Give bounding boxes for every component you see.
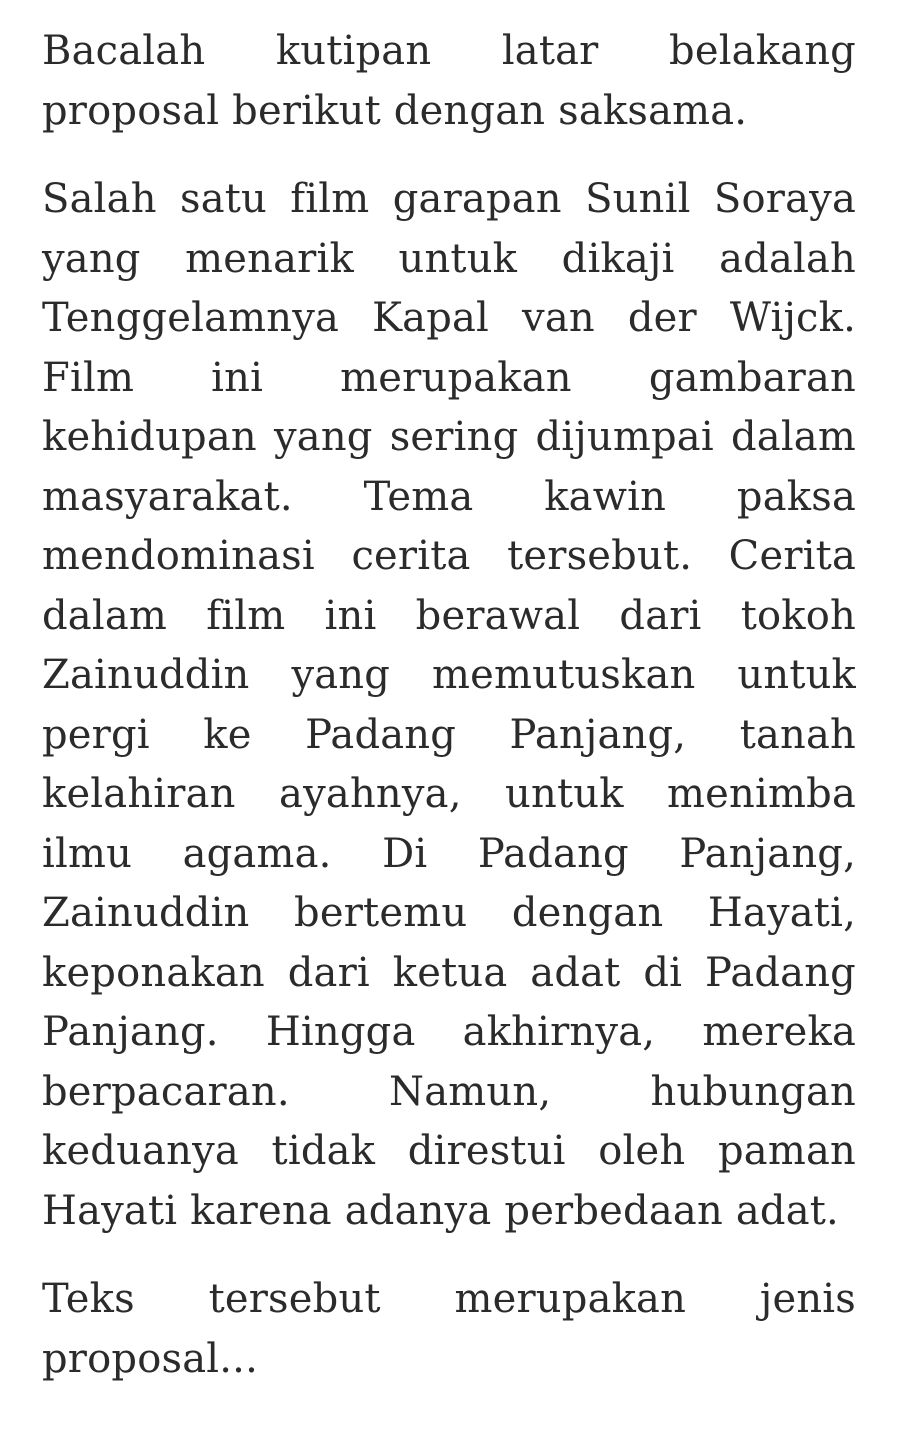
instruction-text: Bacalah kutipan latar belakang proposal berikut dengan saksama. — [42, 28, 856, 134]
passage-text: Salah satu film garapan Sunil Soraya yang menarik untuk dikaji adalah Tenggelamnya Kapal van der Wijck. Film ini merupakan gambaran kehidupan yang sering dijumpai dalam masyarakat. Tema kawin paksa mendominasi cerita tersebut. Cerita dalam film ini berawal dari tokoh Zainuddin yang memutuskan untuk pergi ke Padang Panjang, tanah kelahiran ayahnya, untuk menimba ilmu agama. Di Padang Panjang, Zainuddin bertemu dengan Hayati, keponakan dari ketua adat di Padang Panjang. Hingga akhirnya, mereka berpacaran. Namun, hubungan keduanya tidak direstui oleh paman Hayati karena adanya perbedaan adat. — [42, 176, 856, 1234]
document-body — [42, 22, 856, 1418]
question-text: Teks tersebut merupakan jenis proposal... — [42, 1276, 856, 1382]
